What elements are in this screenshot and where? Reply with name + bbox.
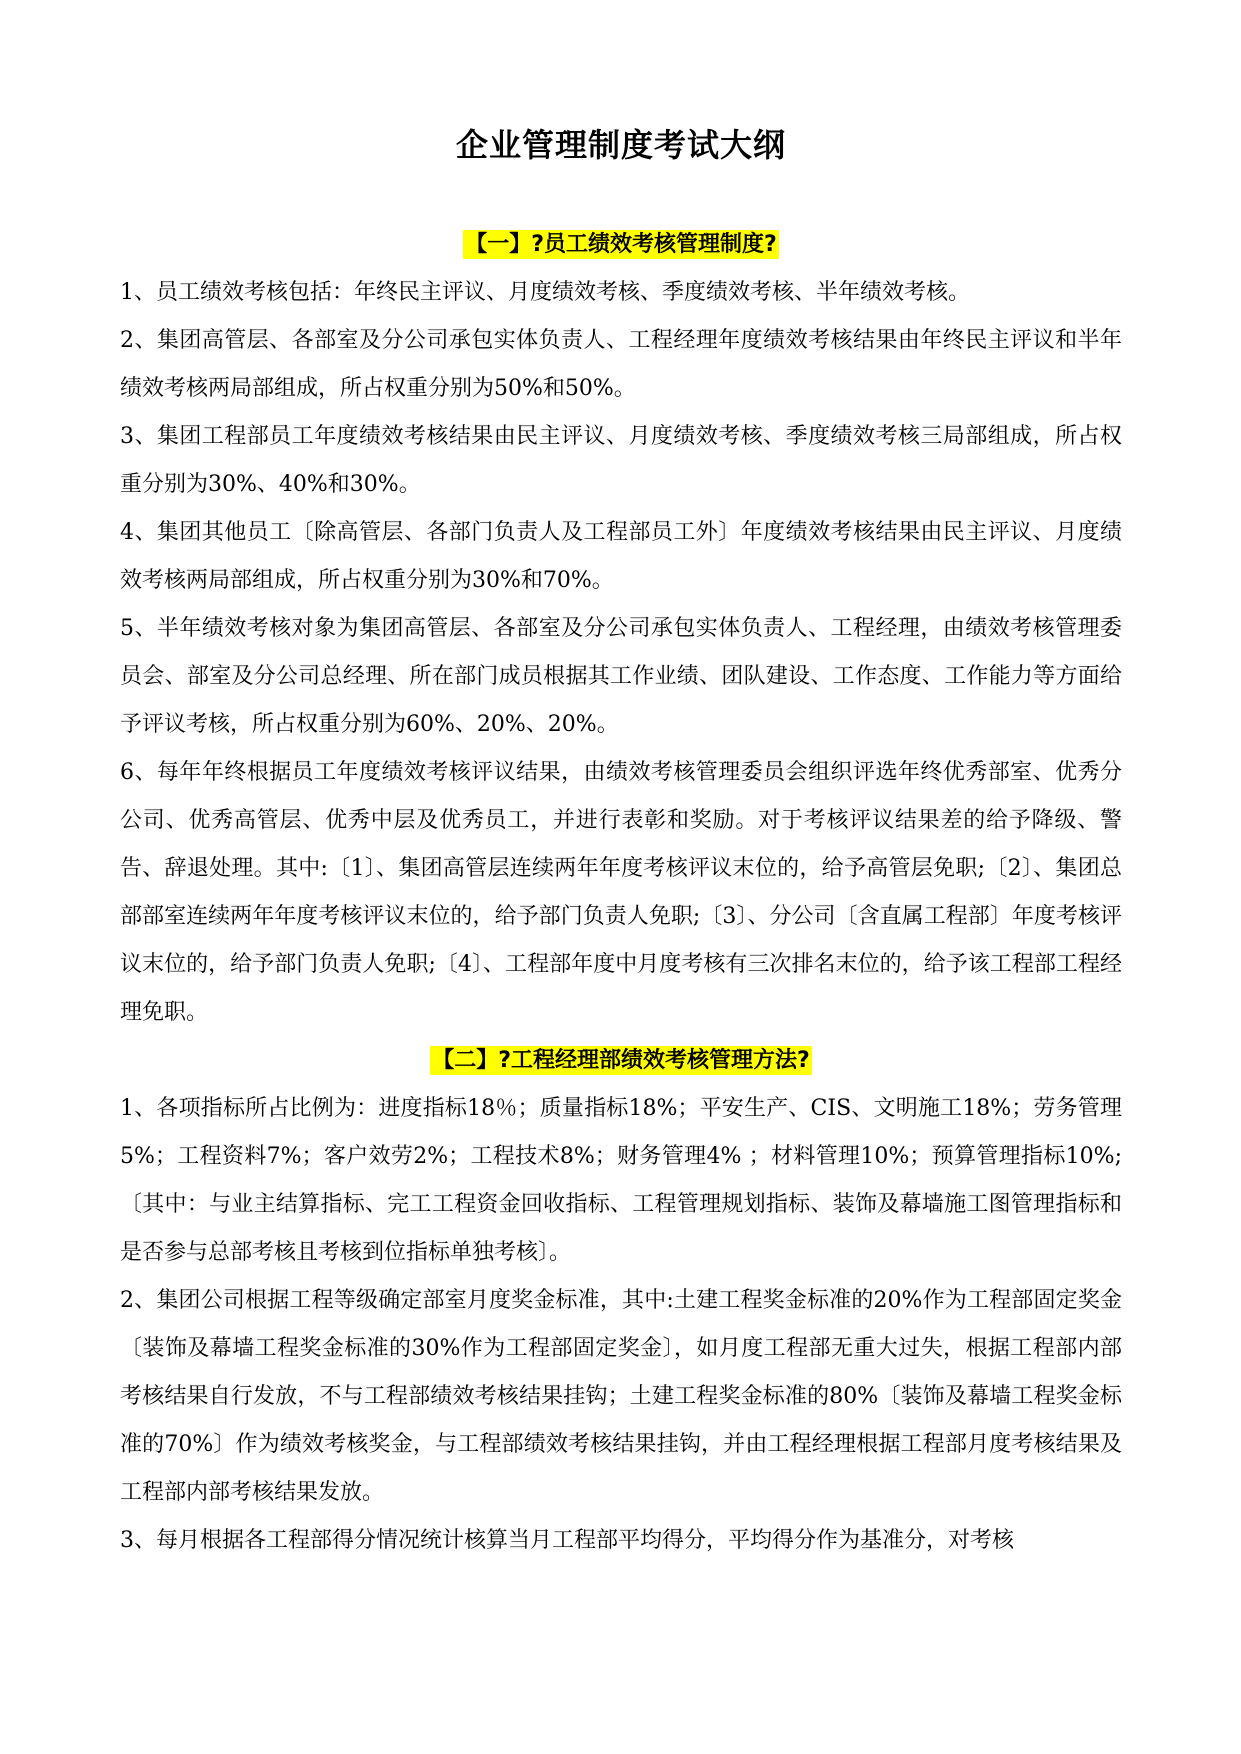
paragraph: 3、集团工程部员工年度绩效考核结果由民主评议、月度绩效考核、季度绩效考核三局部组成，所占权重分别为30%、40%和30%。 [120, 424, 1122, 497]
paragraph: 2、集团高管层、各部室及分公司承包实体负责人、工程经理年度绩效考核结果由年终民主评议和半年绩效考核两局部组成，所占权重分别为50%和50%。 [120, 328, 1122, 401]
section-2 [120, 1037, 1122, 1565]
section-heading-text: 【二】?工程经理部绩效考核管理方法? [432, 1048, 810, 1073]
paragraph: 5、半年绩效考核对象为集团高管层、各部室及分公司承包实体负责人、工程经理，由绩效考核管理委员会、部室及分公司总经理、所在部门成员根据其工作业绩、团队建设、工作态度、工作能力等方面给予评议考核，所占权重分别为60%、20%、20%。 [120, 616, 1122, 737]
section-heading [120, 221, 1122, 269]
paragraph: 4、集团其他员工〔除高管层、各部门负责人及工程部员工外〕年度绩效考核结果由民主评议、月度绩效考核两局部组成，所占权重分别为30%和70%。 [120, 520, 1122, 593]
section-heading-text: 【一】?员工绩效考核管理制度? [465, 232, 777, 257]
document-content [120, 125, 1122, 1565]
paragraph: 6、每年年终根据员工年度绩效考核评议结果，由绩效考核管理委员会组织评选年终优秀部室、优秀分公司、优秀高管层、优秀中层及优秀员工，并进行表彰和奖励。对于考核评议结果差的给予降级、警告、辞退处理。其中:〔1〕、集团高管层连续两年年度考核评议末位的，给予高管层免职;〔2〕、集团总部部室连续两年年度考核评议末位的，给予部门负责人免职;〔3〕、分公司〔含直属工程部〕年度考核评议末位的，给予部门负责人免职;〔4〕、工程部年度中月度考核有三次排名末位的，给予该工程部工程经理免职。 [120, 760, 1122, 1025]
paragraph: 2、集团公司根据工程等级确定部室月度奖金标准，其中:土建工程奖金标准的20%作为工程部固定奖金〔装饰及幕墙工程奖金标准的30%作为工程部固定奖金〕，如月度工程部无重大过失，根据工程部内部考核结果自行发放，不与工程部绩效考核结果挂钩；土建工程奖金标准的80%〔装饰及幕墙工程奖金标准的70%〕作为绩效考核奖金，与工程部绩效考核结果挂钩，并由工程经理根据工程部月度考核结果及工程部内部考核结果发放。 [120, 1288, 1122, 1505]
section-1 [120, 221, 1122, 1037]
section-heading [120, 1037, 1122, 1085]
paragraph: 1、各项指标所占比例为：进度指标18％；质量指标18%；平安生产、CIS、文明施工18%；劳务管理5%；工程资料7%；客户效劳2%；工程技术8%；财务管理4% ；材料管理10%；预算管理指标10%;〔其中：与业主结算指标、完工工程资金回收指标、工程管理规划指标、装饰及幕墙施工图管理指标和是否参与总部考核且考核到位指标单独考核〕。 [120, 1096, 1122, 1265]
paragraph: 1、员工绩效考核包括：年终民主评议、月度绩效考核、季度绩效考核、半年绩效考核。 [120, 280, 970, 305]
document-title: 企业管理制度考试大纲 [455, 126, 786, 164]
paragraph: 3、每月根据各工程部得分情况统计核算当月工程部平均得分，平均得分作为基准分，对考核 [120, 1528, 1015, 1553]
